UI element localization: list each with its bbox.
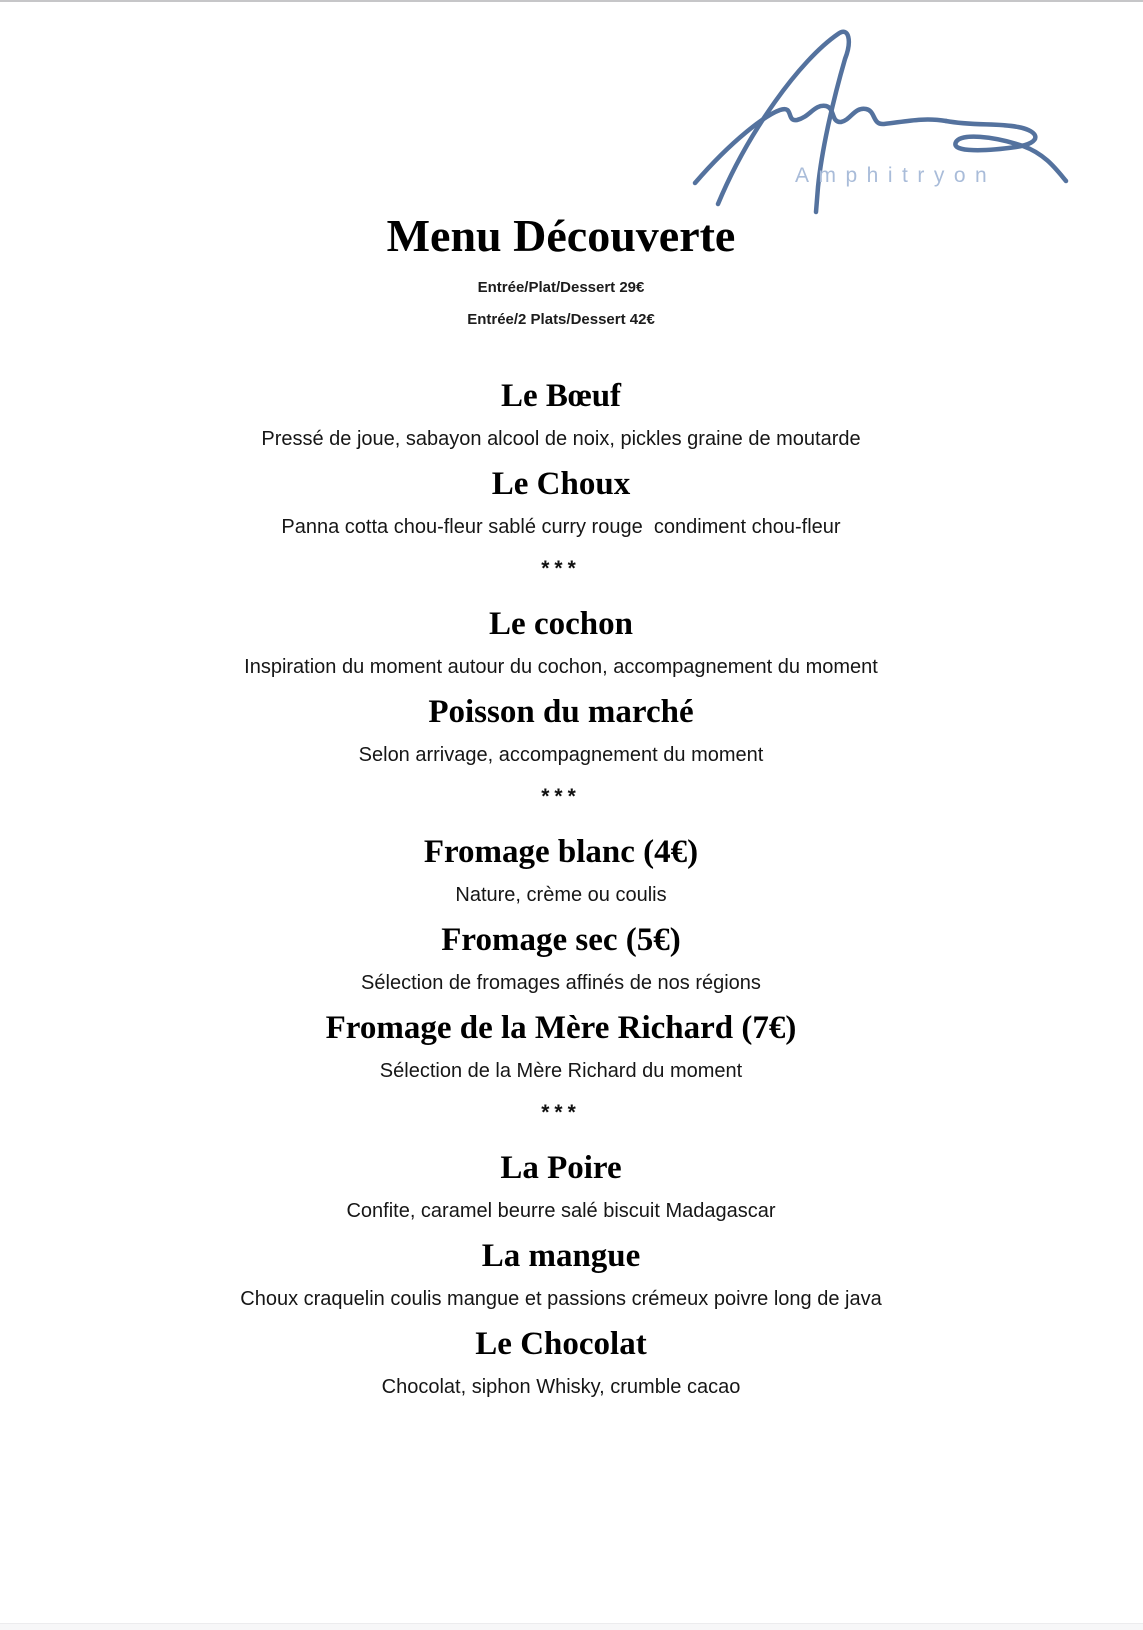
course-separator: *** <box>541 557 581 580</box>
dish-description: Panna cotta chou-fleur sablé curry rouge condiment chou-fleur <box>281 516 841 538</box>
pricing-line-1: Entrée/Plat/Dessert 29€ <box>477 279 645 296</box>
dish-description: Inspiration du moment autour du cochon, accompagnement du moment <box>244 656 878 678</box>
pricing-line-2: Entrée/2 Plats/Dessert 42€ <box>467 311 655 328</box>
brand-name: Amphitryon <box>795 164 997 187</box>
dish-description: Choux craquelin coulis mangue et passions crémeux poivre long de java <box>240 1288 882 1310</box>
pricing-block <box>0 272 1122 336</box>
dish-name: Fromage de la Mère Richard (7€) <box>325 1010 797 1046</box>
dish-name: Le Bœuf <box>500 378 622 414</box>
menu-title: Menu Découverte <box>386 210 736 261</box>
dish-name: Fromage blanc (4€) <box>423 834 699 870</box>
page-top-edge <box>0 0 1143 2</box>
section-plats <box>0 602 1122 770</box>
dish-description: Sélection de fromages affinés de nos régions <box>361 972 761 994</box>
page-bottom-edge <box>0 1623 1143 1630</box>
dish-name: La Poire <box>500 1150 622 1186</box>
signature-icon <box>648 22 1080 220</box>
dish-name: Poisson du marché <box>428 694 694 730</box>
dish-name: Le Chocolat <box>475 1326 647 1362</box>
course-separator: *** <box>541 785 581 808</box>
dish-name: Le cochon <box>489 606 633 642</box>
dish-name: Fromage sec (5€) <box>441 922 681 958</box>
restaurant-logo <box>648 22 1080 220</box>
dish-description: Selon arrivage, accompagnement du moment <box>358 744 764 766</box>
dish-name: La mangue <box>481 1238 641 1274</box>
section-fromages <box>0 830 1122 1086</box>
dish-description: Pressé de joue, sabayon alcool de noix, pickles graine de moutarde <box>261 428 861 450</box>
course-separator: *** <box>541 1101 581 1124</box>
section-desserts <box>0 1146 1122 1402</box>
dish-description: Sélection de la Mère Richard du moment <box>379 1060 743 1082</box>
section-entrees <box>0 374 1122 542</box>
menu-body <box>0 374 1122 1402</box>
dish-description: Nature, crème ou coulis <box>455 884 667 906</box>
dish-name: Le Choux <box>491 466 631 502</box>
dish-description: Confite, caramel beurre salé biscuit Madagascar <box>346 1200 776 1222</box>
dish-description: Chocolat, siphon Whisky, crumble cacao <box>381 1376 741 1398</box>
